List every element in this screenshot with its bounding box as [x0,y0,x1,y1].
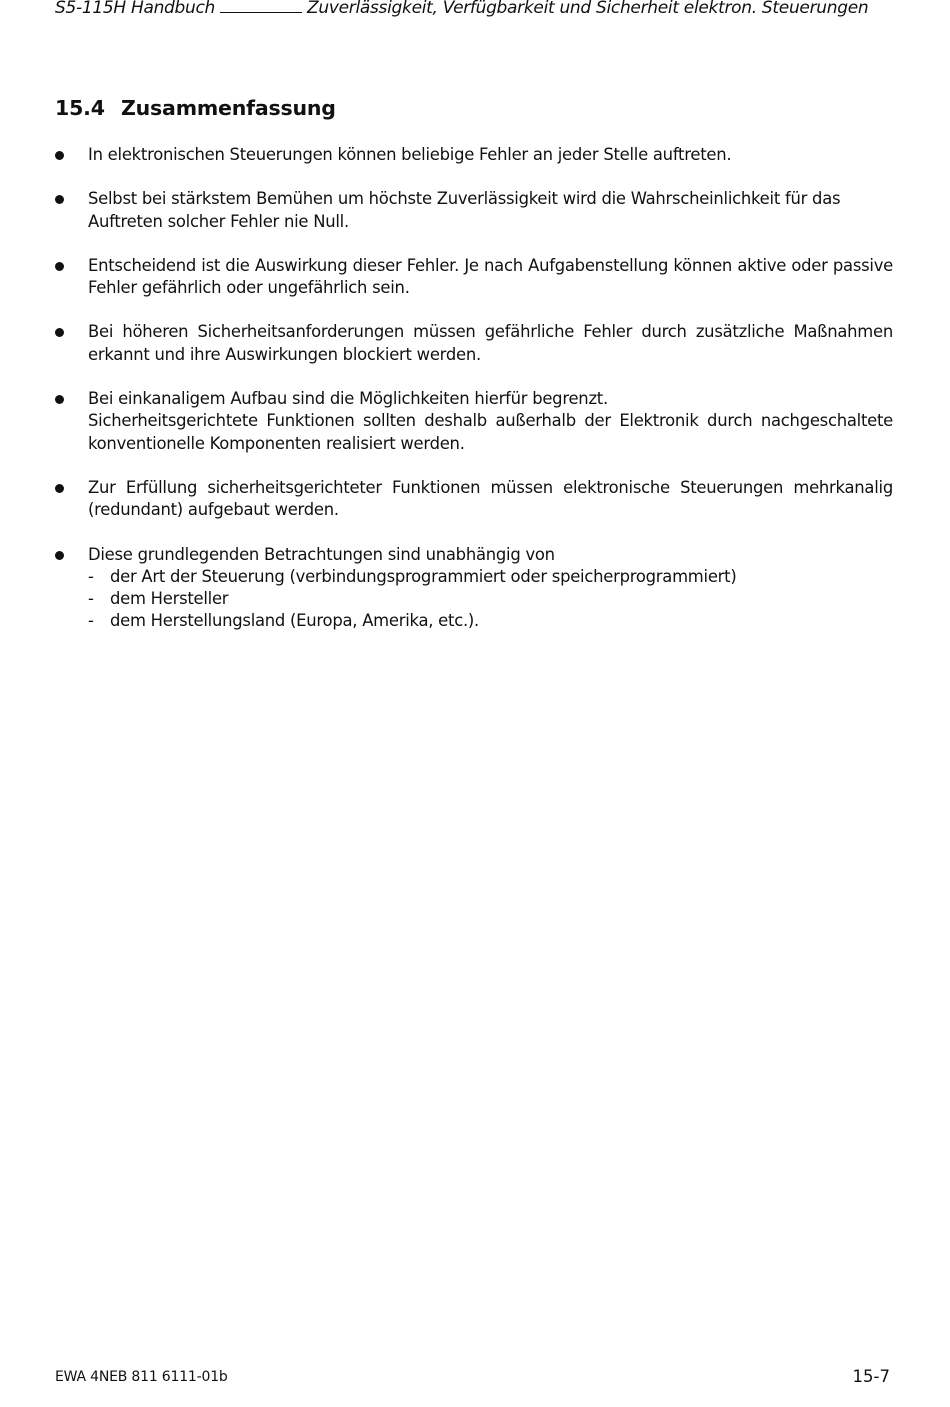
list-item [55,188,893,233]
sub-list-item-text: dem Hersteller [110,589,229,609]
section-number: 15.4 [55,96,105,120]
list-item [55,255,893,300]
header-rule [220,11,302,13]
sub-list-item [88,610,893,632]
header-manual-title: S5-115H Handbuch [55,0,216,18]
list-item [55,544,893,633]
section-title: Zusammenfassung [121,96,336,120]
sub-list-item [88,566,893,588]
footer-page-number: 15-7 [852,1367,890,1386]
sub-list-item-text: der Art der Steuerung (verbindungsprogrammiert oder speicherprogrammiert) [110,566,737,586]
list-item-text: Entscheidend ist die Auswirkung dieser Fehler. Je nach Aufgabenstellung können aktive oder passive Fehler gefährlich oder ungefährlich sein. [88,255,893,298]
bullet-icon [55,195,64,204]
list-item-text: Bei höheren Sicherheitsanforderungen müssen gefährliche Fehler durch zusätzliche Maßnahmen erkannt und ihre Auswirkungen blockiert werden. [88,322,893,364]
bullet-icon [55,395,64,404]
bullet-icon [55,151,64,160]
sub-list-item [88,588,893,610]
header-chapter-title: Zuverlässigkeit, Verfügbarkeit und Sicherheit elektron. Steuerungen [307,0,869,18]
list-item [55,388,893,455]
list-item-text: Diese grundlegenden Betrachtungen sind unabhängig von [88,544,555,564]
list-item [55,477,893,522]
list-item-text: Bei einkanaligem Aufbau sind die Möglichkeiten hierfür begrenzt. [88,389,608,409]
dash-marker: - [88,611,94,631]
dash-marker: - [88,566,94,586]
bullet-icon [55,328,64,337]
footer-document-id: EWA 4NEB 811 6111-01b [55,1369,228,1385]
list-item-text: Zur Erfüllung sicherheitsgerichteter Funktionen müssen elektronische Steuerungen mehrkanalig (redundant) aufgebaut werden. [88,477,893,520]
bullet-icon [55,484,64,493]
sub-list [88,566,893,633]
list-item-text: Sicherheitsgerichtete Funktionen sollten deshalb außerhalb der Elektronik durch nachgeschaltete konventionelle Komponenten realisiert werden. [88,411,893,453]
page-header [55,0,891,18]
bullet-icon [55,262,64,271]
list-item-text: Selbst bei stärkstem Bemühen um höchste Zuverlässigkeit wird die Wahrscheinlichkeit für das Auftreten solcher Fehler nie Null. [88,189,841,231]
list-item [55,321,893,366]
dash-marker: - [88,589,94,609]
list-item [55,144,893,166]
summary-list [55,144,893,655]
bullet-icon [55,551,64,560]
section-heading [55,96,336,120]
sub-list-item-text: dem Herstellungsland (Europa, Amerika, etc.). [110,611,480,631]
list-item-text: In elektronischen Steuerungen können beliebige Fehler an jeder Stelle auftreten. [88,145,732,164]
